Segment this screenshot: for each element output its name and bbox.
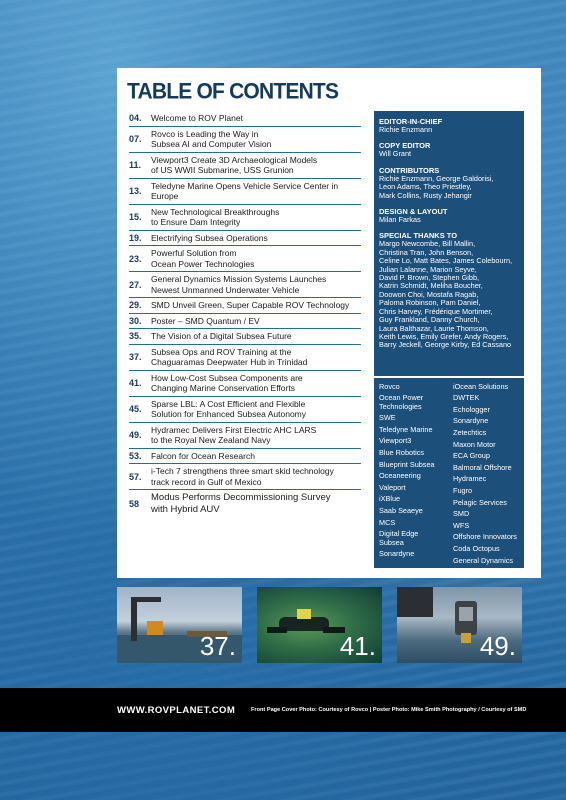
sponsor-name: Balmoral Offshore — [453, 462, 512, 472]
sponsor-name: Coda Octopus — [453, 543, 500, 553]
toc-page-number: 49. — [129, 430, 142, 440]
photo-lars-winch — [397, 587, 522, 663]
sponsor-name: Sonardyne — [453, 416, 489, 426]
photo-page-number: 41. — [339, 631, 376, 661]
credit-heading: COPY EDITOR — [379, 141, 431, 151]
photo-page-number: 37. — [199, 631, 236, 661]
credit-heading: CONTRIBUTORS — [379, 165, 440, 175]
sponsor-name: DWTEK — [453, 393, 480, 403]
credit-heading: SPECIAL THANKS TO — [379, 231, 458, 241]
sponsor-name: Maxon Motor — [453, 439, 496, 449]
toc-page-number: 37. — [129, 352, 142, 362]
toc-entry[interactable] — [129, 127, 361, 153]
sponsor-name: SMD — [453, 509, 470, 519]
toc-page-number: 04. — [129, 113, 142, 124]
sponsor-name: Saab Seaeye — [379, 505, 423, 515]
sponsor-name: Echologger — [453, 404, 490, 414]
toc-page-number: 30. — [129, 315, 142, 326]
toc-entry[interactable] — [129, 329, 361, 345]
toc-article-title: Modus Performs Decommissioning Survey with Hybrid AUV — [151, 492, 331, 515]
sponsor-name: Hydramec — [453, 474, 487, 484]
sponsor-name: ECA Group — [453, 451, 490, 461]
toc-list — [129, 111, 361, 518]
toc-entry[interactable] — [129, 231, 361, 247]
toc-page-number: 07. — [129, 134, 142, 144]
toc-article-title: How Low-Cost Subsea Components are Changing Marine Conservation Efforts — [151, 372, 303, 393]
credit-names: Margo Newcombe, Bill Mallin, Christina Tran, John Benson, Celine Lo, Matt Bates, James Colebourn, Julian Lalanne, Marion Seyve, David P. Brown, Stephen Gibb, Katrin Schmidt, Meliha Boucher, Doowon Choi, Mostafa Ragab, Paloma Robinson, Pam Daniel, Chris Harvey, Frédérique Mortimer, Guy Frankland, Danny Church, Laura Balthazar, Laurie Thomson, Keith Lewis, Emily Grefer, Andy Rogers, Barry Jeckell, George Kirby, Ed Cassano — [379, 239, 513, 350]
toc-article-title: The Vision of a Digital Subsea Future — [151, 331, 292, 341]
toc-article-title: i-Tech 7 strengthens three smart skid technology track record in Gulf of Mexico — [151, 466, 334, 487]
credits-box — [374, 111, 524, 376]
toc-article-title: General Dynamics Mission Systems Launches Newest Unmanned Underwater Vehicle — [151, 274, 327, 295]
toc-article-title: New Technological Breakthroughs to Ensure Dam Integrity — [151, 206, 280, 227]
toc-article-title: Subsea Ops and ROV Training at the Chaguaramas Deepwater Hub in Trinidad — [151, 346, 308, 367]
toc-article-title: Electrifying Subsea Operations — [151, 232, 268, 243]
toc-entry[interactable] — [129, 449, 361, 465]
sponsor-name: MCS — [379, 517, 396, 527]
sponsor-name: iXBlue — [379, 494, 401, 504]
toc-entry[interactable] — [129, 423, 361, 449]
sponsor-name: Blue Robotics — [379, 447, 425, 457]
toc-article-title: SMD Unveil Green, Super Capable ROV Technology — [151, 300, 350, 310]
sponsor-name: General Dynamics — [453, 555, 514, 565]
sponsor-name: Teledyne Marine — [379, 424, 433, 434]
toc-entry[interactable] — [129, 153, 361, 179]
credit-names: Milan Farkas — [379, 215, 421, 225]
toc-page-number: 57. — [129, 471, 142, 482]
toc-entry[interactable] — [129, 298, 361, 314]
sponsor-name: Rovco — [379, 381, 400, 391]
footer-website-link[interactable]: WWW.ROVPLANET.COM — [117, 704, 236, 716]
toc-article-title: Rovco is Leading the Way in Subsea AI and Computer Vision — [151, 128, 272, 149]
toc-page-number: 53. — [129, 450, 142, 461]
toc-article-title: Powerful Solution from Ocean Power Technologies — [151, 248, 255, 269]
toc-page-number: 45. — [129, 404, 142, 414]
toc-page-number: 58 — [129, 499, 140, 509]
toc-page-number: 27. — [129, 279, 142, 290]
sponsor-name: iOcean Solutions — [453, 381, 509, 391]
toc-entry[interactable] — [129, 345, 361, 371]
sponsor-name: Viewport3 — [379, 436, 412, 446]
credit-names: Will Grant — [379, 149, 412, 159]
toc-entry[interactable] — [129, 490, 361, 518]
sponsors-left-column — [379, 381, 451, 567]
photo-page-number: 49. — [479, 631, 516, 661]
toc-page-number: 29. — [129, 300, 142, 311]
sponsor-name: WFS — [453, 520, 470, 530]
page-title: TABLE OF CONTENTS — [127, 79, 339, 104]
toc-page-number: 11. — [129, 160, 142, 170]
sponsor-name: Offshore Innovators — [453, 532, 517, 542]
toc-page-number: 23. — [129, 253, 142, 264]
toc-entry[interactable] — [129, 397, 361, 423]
sponsor-name: Blueprint Subsea — [379, 459, 435, 469]
sponsor-name: Zetechtics — [453, 427, 487, 437]
credit-names: Richie Enzmann — [379, 125, 433, 134]
toc-article-title: Sparse LBL: A Cost Efficient and Flexible Solution for Enhanced Subsea Autonomy — [151, 398, 306, 419]
credit-heading: EDITOR-IN-CHIEF — [379, 117, 443, 126]
photo-underwater-vehicle — [257, 587, 382, 663]
toc-page-number: 41. — [129, 378, 142, 388]
footer-bar — [0, 688, 566, 732]
toc-page-number: 15. — [129, 212, 142, 222]
toc-article-title: Welcome to ROV Planet — [151, 113, 243, 123]
toc-entry[interactable] — [129, 246, 361, 272]
sponsors-box — [374, 378, 524, 568]
toc-entry[interactable] — [129, 111, 361, 127]
sponsor-name: Pelagic Services — [453, 497, 507, 507]
toc-article-title: Poster – SMD Quantum / EV — [151, 315, 260, 326]
toc-entry[interactable] — [129, 179, 361, 205]
sponsor-name: Oceaneering — [379, 471, 421, 481]
toc-page-number: 35. — [129, 331, 142, 342]
toc-entry[interactable] — [129, 272, 361, 298]
toc-entry[interactable] — [129, 205, 361, 231]
toc-entry[interactable] — [129, 314, 361, 330]
toc-article-title: Hydramec Delivers First Electric AHC LARS to the Royal New Zealand Navy — [151, 424, 317, 445]
toc-article-title: Falcon for Ocean Research — [151, 450, 255, 461]
toc-entry[interactable] — [129, 371, 361, 397]
sponsor-name: SWE — [379, 413, 396, 423]
credit-heading: DESIGN & LAYOUT — [379, 207, 448, 217]
credit-names: Richie Enzmann, George Galdorisi, Leon Adams, Theo Priestley, Mark Collins, Rusty Jehangir — [379, 173, 494, 200]
toc-page-number: 19. — [129, 232, 142, 243]
sponsor-name: Ocean Power Technologies — [379, 393, 424, 411]
photo-launch-system — [117, 587, 242, 663]
sponsor-name: Fugro — [453, 485, 473, 495]
sponsor-name: Valeport — [379, 482, 406, 492]
sponsors-right-column — [453, 381, 525, 567]
toc-article-title: Viewport3 Create 3D Archaeological Models of US WWII Submarine, USS Grunion — [151, 154, 318, 175]
toc-article-title: Teledyne Marine Opens Vehicle Service Center in Europe — [151, 180, 339, 201]
sponsor-name: Digital Edge Subsea — [379, 529, 419, 547]
footer-photo-credit: Front Page Cover Photo: Courtesy of Rovco | Poster Photo: Mike Smith Photography / Courtesy of SMD — [251, 707, 527, 713]
toc-entry[interactable] — [129, 464, 361, 490]
toc-page-number: 13. — [129, 186, 142, 196]
sponsor-name: Sonardyne — [379, 549, 415, 559]
